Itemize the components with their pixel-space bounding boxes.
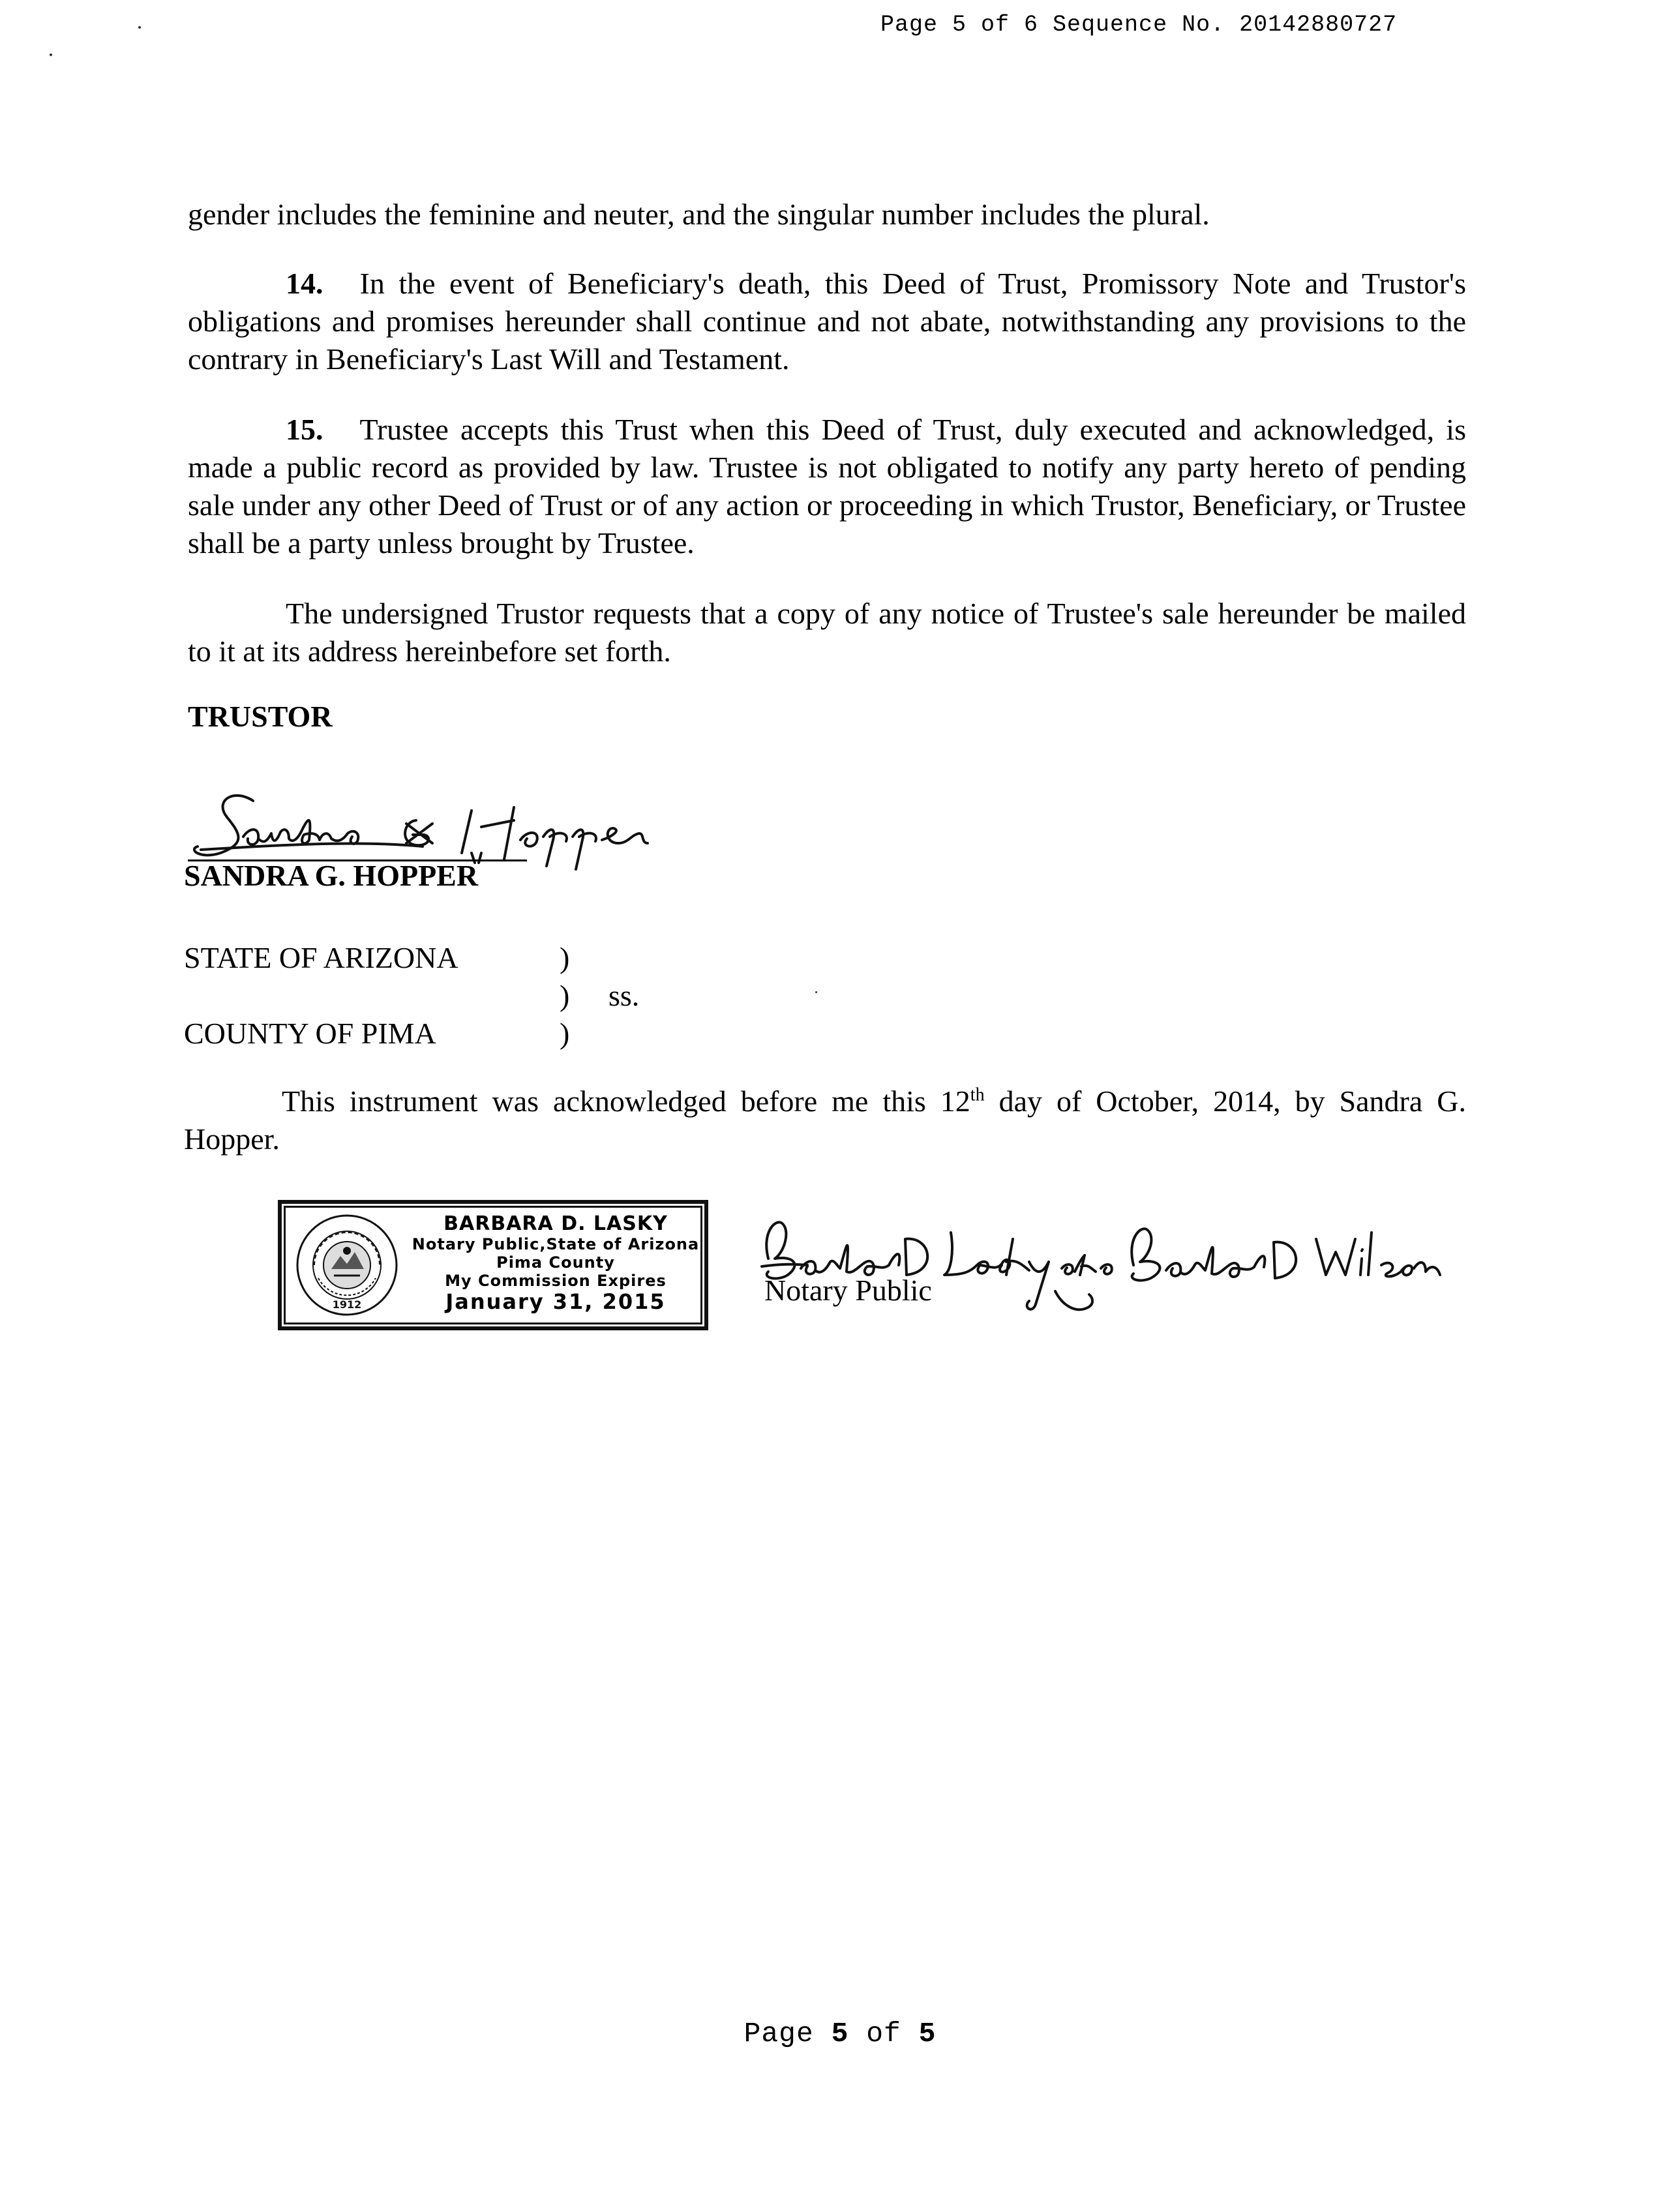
- venue-paren: ): [560, 979, 570, 1012]
- notary-stamp-commission-state: Notary Public,State of Arizona: [412, 1235, 700, 1253]
- acknowledgment-paragraph: [184, 1083, 1466, 1158]
- notary-stamp: [278, 1200, 708, 1330]
- notary-stamp-expires-label: My Commission Expires: [445, 1272, 667, 1290]
- section-15-paragraph: [188, 411, 1466, 562]
- trustor-printed-name: SANDRA G. HOPPER: [184, 859, 479, 892]
- page-footer: [0, 2018, 1680, 2050]
- recording-header-stamp: Page 5 of 6 Sequence No. 20142880727: [880, 12, 1398, 38]
- seal-year: 1912: [332, 1298, 362, 1311]
- venue-block: [184, 939, 1466, 1069]
- trustor-heading: TRUSTOR: [188, 700, 333, 733]
- footer-current-page: 5: [831, 2018, 849, 2050]
- footer-middle: of: [848, 2018, 919, 2050]
- venue-state: STATE OF ARIZONA: [184, 941, 458, 974]
- notary-stamp-text: [406, 1213, 706, 1313]
- footer-prefix: Page: [743, 2018, 832, 2050]
- trustor-signature-block: [184, 794, 1466, 892]
- continuation-paragraph: gender includes the feminine and neuter, and the singular number includes the plural.: [188, 198, 1210, 231]
- scan-speck: [50, 53, 52, 56]
- venue-ss: ss.: [608, 979, 640, 1012]
- arizona-state-seal-icon: [295, 1213, 399, 1317]
- scan-speck: [138, 26, 141, 29]
- venue-state-row: [184, 939, 458, 977]
- acknowledgment-text-after: day of October, 2014, by Sandra G. Hopper.: [184, 1084, 1466, 1156]
- venue-paren: ): [560, 941, 570, 974]
- notary-stamp-name: BARBARA D. LASKY: [443, 1212, 668, 1235]
- notary-public-label: Notary Public: [764, 1274, 932, 1307]
- section-14-paragraph: [188, 265, 1466, 378]
- notary-stamp-expiration-date: January 31, 2015: [445, 1289, 666, 1314]
- acknowledgment-ordinal-suffix: th: [970, 1084, 985, 1105]
- venue-paren: ): [560, 1017, 570, 1050]
- footer-total-pages: 5: [918, 2018, 937, 2050]
- section-14-text: In the event of Beneficiary's death, this Deed of Trust, Promissory Note and Trustor's obligations and promises hereunder shall continue and not abate, notwithstanding any provisions to the contrary in Beneficiary's Last Will and Testament.: [188, 267, 1466, 376]
- notice-request-paragraph: The undersigned Trustor requests that a copy of any notice of Trustee's sale hereunder be mailed to it at its address hereinbefore set forth.: [188, 597, 1466, 668]
- notary-signature: [755, 1193, 1577, 1343]
- section-15-number: 15.: [286, 413, 323, 446]
- notary-stamp-county: Pima County: [496, 1253, 615, 1272]
- acknowledgment-text-before: This instrument was acknowledged before me this 12: [282, 1084, 970, 1118]
- section-15-text: Trustee accepts this Trust when this Deed of Trust, duly executed and acknowledged, is made a public record as provided by law. Trustee is not obligated to notify any party hereto of pending sale under any other Deed of Trust or of any action or proceeding in which Trustor, Beneficiary, or Trustee shall be a party unless brought by Trustee.: [188, 413, 1467, 560]
- document-page: [184, 196, 1467, 1369]
- section-14-number: 14.: [286, 267, 323, 300]
- venue-county: COUNTY OF PIMA: [184, 1017, 436, 1050]
- notary-block: [188, 1200, 1466, 1369]
- venue-county-row: [184, 1015, 436, 1053]
